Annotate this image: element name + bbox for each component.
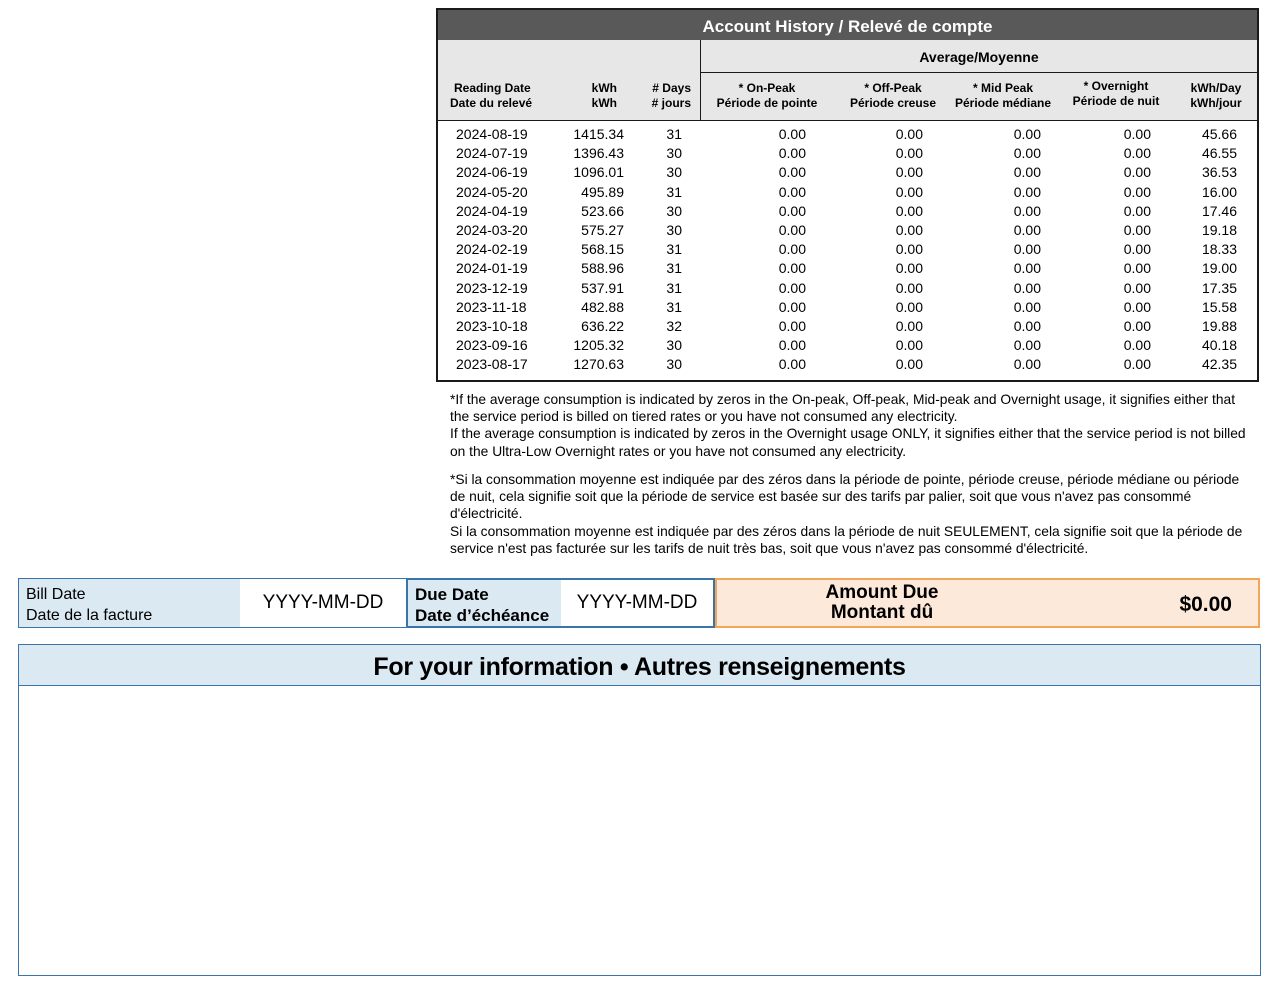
header-off-peak: * Off-Peak Période creuse bbox=[849, 81, 937, 110]
header-kwh: kWh kWh bbox=[591, 81, 617, 110]
table-row: 2023-08-17 1270.63 30 0.00 0.00 0.00 0.00 42.35 bbox=[456, 356, 1237, 373]
table-row: 2023-11-18 482.88 31 0.00 0.00 0.00 0.00 15.58 bbox=[456, 298, 1237, 315]
account-history-title: Account History / Relevé de compte bbox=[438, 10, 1257, 40]
header-reading-date: Reading Date Date du relevé bbox=[450, 81, 533, 110]
table-row: 2024-06-19 1096.01 30 0.00 0.00 0.00 0.00 36.53 bbox=[456, 164, 1237, 181]
due-date-label-cell bbox=[406, 578, 561, 628]
information-box bbox=[18, 644, 1261, 976]
average-label: Average/Moyenne bbox=[701, 40, 1257, 73]
table-row: 2023-12-19 537.91 31 0.00 0.00 0.00 0.00 17.35 bbox=[456, 279, 1237, 296]
notes-french bbox=[450, 471, 1256, 557]
due-date-label: Due Date Date d’échéance bbox=[415, 585, 550, 625]
header-kwh-per-day: kWh/Day kWh/jour bbox=[1190, 81, 1242, 110]
account-history-table bbox=[436, 8, 1259, 382]
table-row: 2023-10-18 636.22 32 0.00 0.00 0.00 0.00 19.88 bbox=[456, 317, 1237, 334]
header-on-peak: * On-Peak Période de pointe bbox=[716, 81, 818, 110]
amount-due-label: Amount Due Montant dû bbox=[825, 582, 939, 623]
table-row: 2024-07-19 1396.43 30 0.00 0.00 0.00 0.00 46.55 bbox=[456, 145, 1237, 162]
note-fr-2: Si la consommation moyenne est indiquée par des zéros dans la période de nuit SEULEMENT, cela signifie soit que la période de service n'est pas facturée sur les tarifs de nuit très bas, soit que vous n'avez pas consommé d'électricité. bbox=[450, 523, 1243, 556]
table-header bbox=[438, 40, 1257, 121]
note-en-1: *If the average consumption is indicated by zeros in the On-peak, Off-peak, Mid-peak and Overnight usage, it signifies either that the service period is billed on tiered rates or you have not consumed any electricity. bbox=[450, 392, 1236, 425]
table-body bbox=[438, 125, 1257, 374]
amount-due-value: $0.00 bbox=[1179, 593, 1232, 616]
information-title: For your information • Autres renseignements bbox=[19, 645, 1260, 686]
bill-summary-strip bbox=[18, 578, 1260, 628]
table-row: 2024-04-19 523.66 30 0.00 0.00 0.00 0.00 17.46 bbox=[456, 202, 1237, 219]
bill-date-label: Bill Date Date de la facture bbox=[26, 586, 153, 624]
table-row: 2024-02-19 568.15 31 0.00 0.00 0.00 0.00 18.33 bbox=[456, 241, 1237, 258]
bill-date-value-cell bbox=[240, 578, 406, 628]
header-mid-peak: * Mid Peak Période médiane bbox=[954, 81, 1052, 110]
due-date-value: YYYY-MM-DD bbox=[576, 592, 698, 613]
amount-due-cell bbox=[715, 578, 1260, 628]
table-row: 2024-01-19 588.96 31 0.00 0.00 0.00 0.00 19.00 bbox=[456, 260, 1237, 277]
due-date-value-cell bbox=[561, 578, 715, 628]
table-row: 2024-08-19 1415.34 31 0.00 0.00 0.00 0.00 45.66 bbox=[456, 126, 1237, 142]
notes-english bbox=[450, 391, 1256, 460]
table-row: 2024-03-20 575.27 30 0.00 0.00 0.00 0.00 19.18 bbox=[456, 221, 1237, 238]
bill-date-label-cell bbox=[18, 578, 240, 628]
table-row: 2024-05-20 495.89 31 0.00 0.00 0.00 0.00 16.00 bbox=[456, 183, 1237, 200]
note-fr-1: *Si la consommation moyenne est indiquée par des zéros dans la période de pointe, période creuse, période médiane ou période de nuit, cela signifie soit que la période de service est basée sur des tarifs par palier, soit que vous n'avez pas consommé d'électricité. bbox=[450, 472, 1240, 522]
note-en-2: If the average consumption is indicated by zeros in the Overnight usage ONLY, it signifies either that the service period is not billed on the Ultra-Low Overnight rates or you have not consumed any electricity. bbox=[450, 426, 1246, 459]
header-days: # Days # jours bbox=[651, 81, 691, 110]
bill-date-value: YYYY-MM-DD bbox=[262, 592, 384, 613]
table-row: 2023-09-16 1205.32 30 0.00 0.00 0.00 0.00 40.18 bbox=[456, 337, 1237, 354]
header-overnight: * Overnight Période de nuit bbox=[1072, 79, 1160, 108]
